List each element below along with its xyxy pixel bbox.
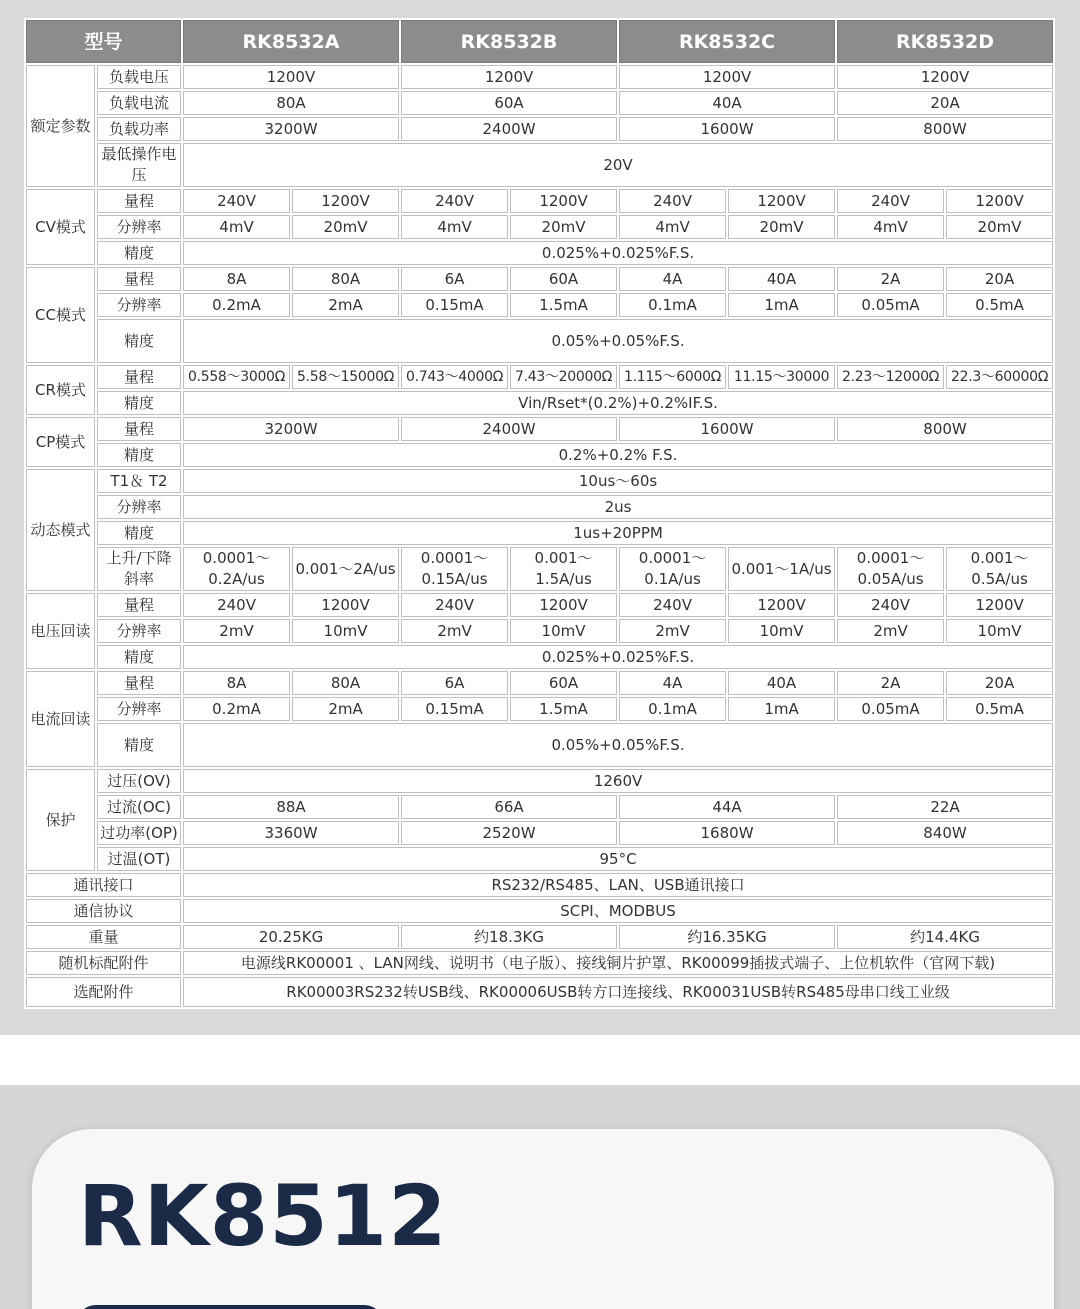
row-label: 上升/下降斜率 [97,547,181,591]
cell: 0.1mA [619,697,726,721]
table-row [26,873,1053,897]
table-row [26,593,1053,617]
cell: 1200V [728,189,835,213]
product-card [32,1129,1054,1309]
group-label: CR模式 [26,365,95,415]
row-label: 过温(OT) [97,847,181,871]
cell: 4A [619,671,726,695]
cell: 0.001～2A/us [292,547,399,591]
row-label: 负载电压 [97,65,181,89]
row-label: 过流(OC) [97,795,181,819]
cell: 7.43～20000Ω [510,365,617,389]
row-label: 量程 [97,593,181,617]
table-row [26,417,1053,441]
cell: 1260V [183,769,1053,793]
row-label: 负载功率 [97,117,181,141]
table-row [26,619,1053,643]
cell: 0.15mA [401,293,508,317]
row-label: 分辨率 [97,215,181,239]
row-label: 重量 [26,925,181,949]
table-row [26,91,1053,115]
cell: 1200V [946,593,1053,617]
cell: 20mV [946,215,1053,239]
group-label: 额定参数 [26,65,95,187]
table-row [26,977,1053,1007]
cell: 0.0001～0.05A/us [837,547,944,591]
cell: 10mV [728,619,835,643]
table-row [26,319,1053,363]
cell: 3200W [183,417,399,441]
cell: 2520W [401,821,617,845]
cell: 0.1mA [619,293,726,317]
cell: 2mA [292,293,399,317]
cell: 80A [292,671,399,695]
table-row [26,847,1053,871]
cell: 2A [837,671,944,695]
cell: 1mA [728,293,835,317]
cell: 0.5mA [946,697,1053,721]
cell: 6A [401,671,508,695]
row-label: 通讯接口 [26,873,181,897]
row-label: 过压(OV) [97,769,181,793]
cell: 1680W [619,821,835,845]
row-label: 随机标配附件 [26,951,181,975]
cell: 6A [401,267,508,291]
cell: 0.2mA [183,293,290,317]
cell: 8A [183,671,290,695]
cell: 840W [837,821,1053,845]
table-row [26,899,1053,923]
model-header: RK8532D [837,20,1053,63]
group-label: 保护 [26,769,95,871]
cell: 0.05%+0.05%F.S. [183,319,1053,363]
row-label: 分辨率 [97,495,181,519]
cell: 1200V [619,65,835,89]
table-row [26,143,1053,187]
cell: 0.025%+0.025%F.S. [183,241,1053,265]
cell: 2us [183,495,1053,519]
table-row [26,769,1053,793]
cell: 4mV [401,215,508,239]
cell: 4mV [837,215,944,239]
cell: 0.2mA [183,697,290,721]
model-header: RK8532B [401,20,617,63]
row-label: T1＆ T2 [97,469,181,493]
cell: 1200V [510,189,617,213]
cell: 2mV [837,619,944,643]
table-row [26,723,1053,767]
cell: 0.05%+0.05%F.S. [183,723,1053,767]
cell: 3360W [183,821,399,845]
cell: 1us+20PPM [183,521,1053,545]
cell: 40A [728,267,835,291]
group-label: 电压回读 [26,593,95,669]
cell: 1200V [292,593,399,617]
row-label: 精度 [97,319,181,363]
cell: 60A [510,671,617,695]
cell: 20mV [292,215,399,239]
table-row [26,391,1053,415]
cell: 22A [837,795,1053,819]
row-label: 量程 [97,267,181,291]
cell: 22.3～60000Ω [946,365,1053,389]
cell: 20mV [728,215,835,239]
cell: 2mA [292,697,399,721]
cell: 95°C [183,847,1053,871]
cell: 60A [401,91,617,115]
group-label: CV模式 [26,189,95,265]
cell: 1.115～6000Ω [619,365,726,389]
table-row [26,925,1053,949]
table-row [26,189,1053,213]
cell: 800W [837,417,1053,441]
cell: 1mA [728,697,835,721]
cell: 0.558～3000Ω [183,365,290,389]
type-header: 型号 [26,20,181,63]
cell: 240V [837,189,944,213]
cell: 10us～60s [183,469,1053,493]
cell: 2mV [619,619,726,643]
cell: 0.0001～0.15A/us [401,547,508,591]
table-row [26,671,1053,695]
cell: 2mV [401,619,508,643]
cell: 0.001～1.5A/us [510,547,617,591]
cell: 0.001～1A/us [728,547,835,591]
table-row [26,241,1053,265]
cell: 0.0001～0.1A/us [619,547,726,591]
cell: 0.0001～0.2A/us [183,547,290,591]
cell: 1200V [183,65,399,89]
cell: 1200V [510,593,617,617]
cell: 240V [837,593,944,617]
cell: 240V [619,593,726,617]
cell: 10mV [510,619,617,643]
row-label: 分辨率 [97,293,181,317]
cell: 20V [183,143,1053,187]
cell: 66A [401,795,617,819]
row-label: 量程 [97,417,181,441]
row-label: 精度 [97,443,181,467]
table-row [26,117,1053,141]
cell: 80A [183,91,399,115]
table-row [26,469,1053,493]
cell: SCPI、MODBUS [183,899,1053,923]
cell: 240V [619,189,726,213]
table-row [26,821,1053,845]
cell: 电源线RK00001 、LAN网线、说明书（电子版）、接线铜片护罩、RK00099插拔式端子、上位机软件（官网下载) [183,951,1053,975]
cell: 80A [292,267,399,291]
cell: RS232/RS485、LAN、USB通讯接口 [183,873,1053,897]
row-label: 量程 [97,671,181,695]
cell: 0.15mA [401,697,508,721]
table-row [26,795,1053,819]
cell: 240V [183,593,290,617]
cell: 1200V [837,65,1053,89]
cell: 20A [946,267,1053,291]
cell: 1200V [292,189,399,213]
cell: 2400W [401,117,617,141]
table-row [26,547,1053,591]
cell: 10mV [292,619,399,643]
table-row [26,697,1053,721]
cell: 2A [837,267,944,291]
row-label: 分辨率 [97,619,181,643]
cell: RK00003RS232转USB线、RK00006USB转方口连接线、RK00031USB转RS485母串口线工业级 [183,977,1053,1007]
row-label: 分辨率 [97,697,181,721]
cell: 4A [619,267,726,291]
cell: 240V [401,593,508,617]
cell: 约16.35KG [619,925,835,949]
cell: 240V [401,189,508,213]
cell: 8A [183,267,290,291]
cell: 0.5mA [946,293,1053,317]
row-label: 量程 [97,189,181,213]
model-header: RK8532A [183,20,399,63]
cell: 4mV [183,215,290,239]
table-row [26,951,1053,975]
group-label: CP模式 [26,417,95,467]
table-row [26,293,1053,317]
cell: 40A [619,91,835,115]
cell: 10mV [946,619,1053,643]
cell: 0.05mA [837,293,944,317]
cell: 0.2%+0.2% F.S. [183,443,1053,467]
cell: 0.05mA [837,697,944,721]
table-row [26,215,1053,239]
cell: 1.5mA [510,697,617,721]
table-row [26,645,1053,669]
table-row [26,443,1053,467]
table-row [26,521,1053,545]
cell: 2.23～12000Ω [837,365,944,389]
table-row [26,365,1053,389]
row-label: 精度 [97,723,181,767]
row-label: 精度 [97,645,181,669]
tab-bar[interactable] [76,1305,384,1309]
cell: 88A [183,795,399,819]
cell: 800W [837,117,1053,141]
cell: Vin/Rset*(0.2%)+0.2%IF.S. [183,391,1053,415]
row-label: 量程 [97,365,181,389]
cell: 1200V [946,189,1053,213]
cell: 20A [946,671,1053,695]
group-label: CC模式 [26,267,95,363]
cell: 40A [728,671,835,695]
section-gap [0,1035,1080,1085]
row-label: 精度 [97,391,181,415]
group-label: 电流回读 [26,671,95,767]
cell: 1200V [728,593,835,617]
cell: 4mV [619,215,726,239]
next-section-panel [0,1085,1080,1309]
spec-table [24,18,1055,1009]
cell: 44A [619,795,835,819]
row-label: 通信协议 [26,899,181,923]
row-label: 过功率(OP) [97,821,181,845]
cell: 240V [183,189,290,213]
row-label: 精度 [97,241,181,265]
cell: 1200V [401,65,617,89]
cell: 约14.4KG [837,925,1053,949]
cell: 20.25KG [183,925,399,949]
table-row [26,267,1053,291]
row-label: 负载电流 [97,91,181,115]
cell: 0.743～4000Ω [401,365,508,389]
cell: 3200W [183,117,399,141]
cell: 2mV [183,619,290,643]
cell: 20A [837,91,1053,115]
cell: 60A [510,267,617,291]
cell: 1600W [619,417,835,441]
table-row [26,495,1053,519]
cell: 20mV [510,215,617,239]
cell: 2400W [401,417,617,441]
model-header: RK8532C [619,20,835,63]
cell: 约18.3KG [401,925,617,949]
cell: 11.15～30000 [728,365,835,389]
row-label: 最低操作电压 [97,143,181,187]
header-row [26,20,1053,63]
cell: 1.5mA [510,293,617,317]
row-label: 精度 [97,521,181,545]
cell: 0.001～0.5A/us [946,547,1053,591]
product-title: RK8512 [78,1167,448,1265]
cell: 1600W [619,117,835,141]
row-label: 选配附件 [26,977,181,1007]
group-label: 动态模式 [26,469,95,591]
cell: 5.58～15000Ω [292,365,399,389]
cell: 0.025%+0.025%F.S. [183,645,1053,669]
table-row [26,65,1053,89]
